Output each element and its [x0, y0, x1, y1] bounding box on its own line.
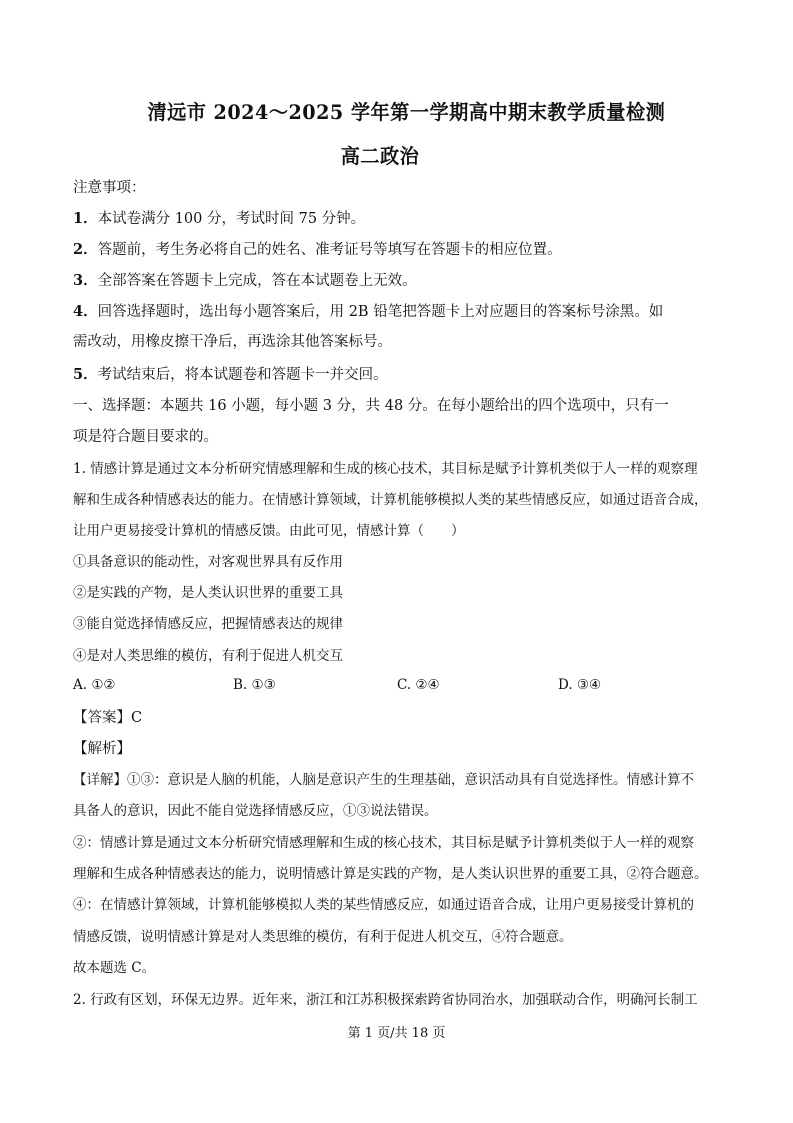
- notice-item-5: [73, 365, 388, 385]
- notice-item-3: [73, 271, 417, 291]
- answer-line: [73, 708, 142, 728]
- notice-item-4-continued: 需改动，用橡皮擦干净后，再选涂其他答案标号。: [73, 334, 392, 350]
- analysis-label: 【解析】: [73, 741, 131, 757]
- option-d: D. ③④: [558, 677, 602, 693]
- answer-label: 【答案】: [73, 710, 131, 726]
- answer-value: C: [131, 710, 143, 726]
- notice-item-text: 回答选择题时，选出每小题答案后，用 2B 铅笔把答题卡上对应题目的答案标号涂黑。如: [97, 304, 664, 320]
- notice-item-text: 考试结束后，将本试题卷和答题卡一并交回。: [97, 367, 388, 383]
- detail-line-3: ②：情感计算是通过文本分析研究情感理解和生成的核心技术，其目标是赋予计算机类似于人一样的观察: [73, 835, 694, 851]
- section-heading-continued: 项是符合题目要求的。: [73, 429, 218, 445]
- question-1-stem-line-1: 1. 情感计算是通过文本分析研究情感理解和生成的核心技术，其目标是赋予计算机类似于人一样的观察理: [73, 461, 698, 477]
- notice-item-number: 3．: [73, 272, 98, 289]
- detail-line-5: ④：在情感计算领域，计算机能够模拟人类的某些情感反应，如通过语音合成，让用户更易接受计算机的: [73, 897, 694, 913]
- notice-item-text: 答题前，考生务必将自己的姓名、准考证号等填写在答题卡的相应位置。: [97, 242, 562, 258]
- statement-1: ①具备意识的能动性，对客观世界具有反作用: [73, 554, 343, 570]
- page-footer: 第 1 页/共 18 页: [347, 1026, 446, 1041]
- notice-item-text: 全部答案在答题卡上完成，答在本试题卷上无效。: [97, 273, 417, 289]
- detail-line-7: 故本题选 C。: [73, 960, 156, 976]
- detail-line-1: 【详解】①③：意识是人脑的机能，人脑是意识产生的生理基础，意识活动具有自觉选择性。情感计算不: [73, 772, 694, 788]
- notice-item-2: [73, 240, 562, 260]
- notice-item-number: 2．: [73, 241, 98, 258]
- notice-heading: 注意事项：: [73, 180, 146, 196]
- detail-line-2: 具备人的意识，因此不能自觉选择情感反应，①③说法错误。: [73, 803, 438, 819]
- notice-item-1: [73, 209, 365, 229]
- notice-item-text: 本试卷满分 100 分，考试时间 75 分钟。: [97, 211, 366, 227]
- option-c: C. ②④: [397, 677, 440, 693]
- question-1-stem-line-2: 解和生成各种情感表达的能力。在情感计算领域，计算机能够模拟人类的某些情感反应，如通过语音合成，: [73, 492, 708, 508]
- question-1-stem-line-3: 让用户更易接受计算机的情感反馈。由此可见，情感计算（ ）: [73, 523, 465, 539]
- detail-line-4: 理解和生成各种情感表达的能力，说明情感计算是实践的产物，是人类认识世界的重要工具，②符合题意。: [73, 866, 708, 882]
- notice-item-number: 4．: [73, 303, 98, 320]
- notice-item-4: [73, 302, 663, 322]
- section-heading: 一、选择题：本题共 16 小题，每小题 3 分，共 48 分。在每小题给出的四个选项中，只有一: [73, 398, 669, 414]
- option-b: B. ①③: [233, 677, 276, 693]
- statement-2: ②是实践的产物，是人类认识世界的重要工具: [73, 585, 343, 601]
- statement-3: ③能自觉选择情感反应，把握情感表达的规律: [73, 616, 343, 632]
- option-a: A. ①②: [73, 677, 116, 693]
- detail-line-6: 情感反馈，说明情感计算是对人类思维的模仿，有利于促进人机交互，④符合题意。: [73, 929, 573, 945]
- statement-4: ④是对人类思维的模仿，有利于促进人机交互: [73, 648, 343, 664]
- exam-title: 清远市 2024～2025 学年第一学期高中期末教学质量检测: [147, 100, 666, 124]
- notice-item-number: 5．: [73, 366, 98, 383]
- notice-item-number: 1．: [73, 210, 98, 227]
- exam-subject: 高二政治: [340, 144, 420, 168]
- question-2-stem-line-1: 2. 行政有区划，环保无边界。近年来，浙江和江苏积极探索跨省协同治水，加强联动合作，明确河长制工: [73, 992, 698, 1008]
